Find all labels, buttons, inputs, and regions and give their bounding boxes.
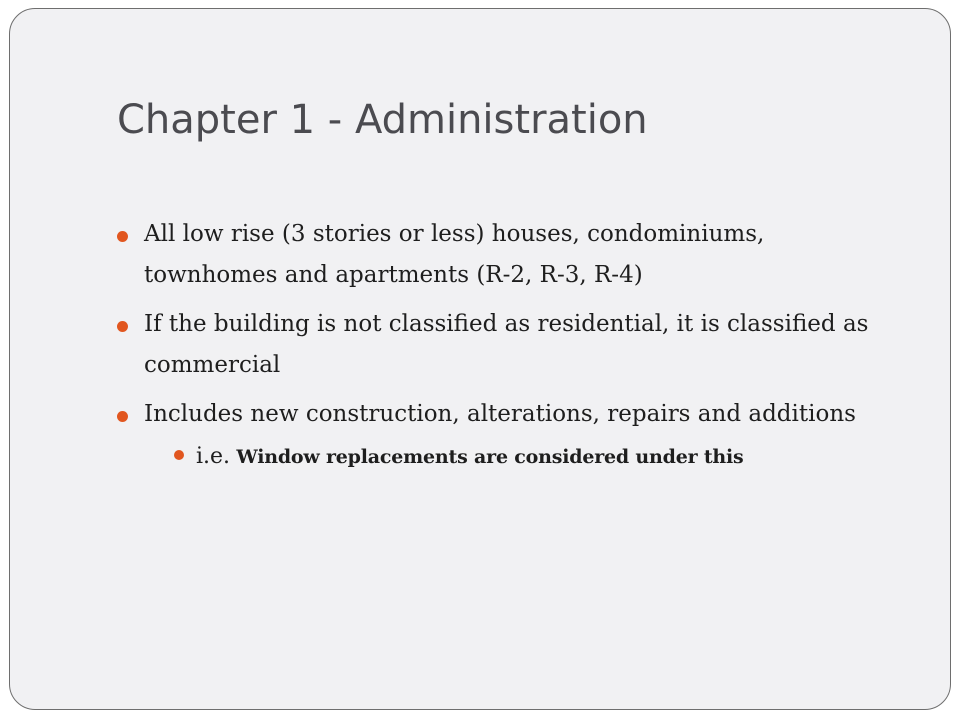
- slide-frame: [9, 8, 951, 710]
- sub-bullet-item: [196, 439, 876, 474]
- bullet-text: If the building is not classified as residential, it is classified as commercial: [144, 311, 869, 378]
- bullet-item: [116, 304, 876, 386]
- sub-bullet-bold-text: Window replacements are considered under this: [236, 446, 744, 468]
- bullet-text: Includes new construction, alterations, repairs and additions: [144, 401, 856, 427]
- bullet-item: [116, 394, 876, 474]
- bullet-list: [116, 214, 876, 482]
- slide-title: Chapter 1 - Administration: [117, 97, 648, 143]
- sub-bullet-prefix: i.e.: [196, 444, 231, 469]
- bullet-item: [116, 214, 876, 296]
- bullet-text: All low rise (3 stories or less) houses, condominiums, townhomes and apartments (R-2, R-3, R-4): [144, 221, 765, 288]
